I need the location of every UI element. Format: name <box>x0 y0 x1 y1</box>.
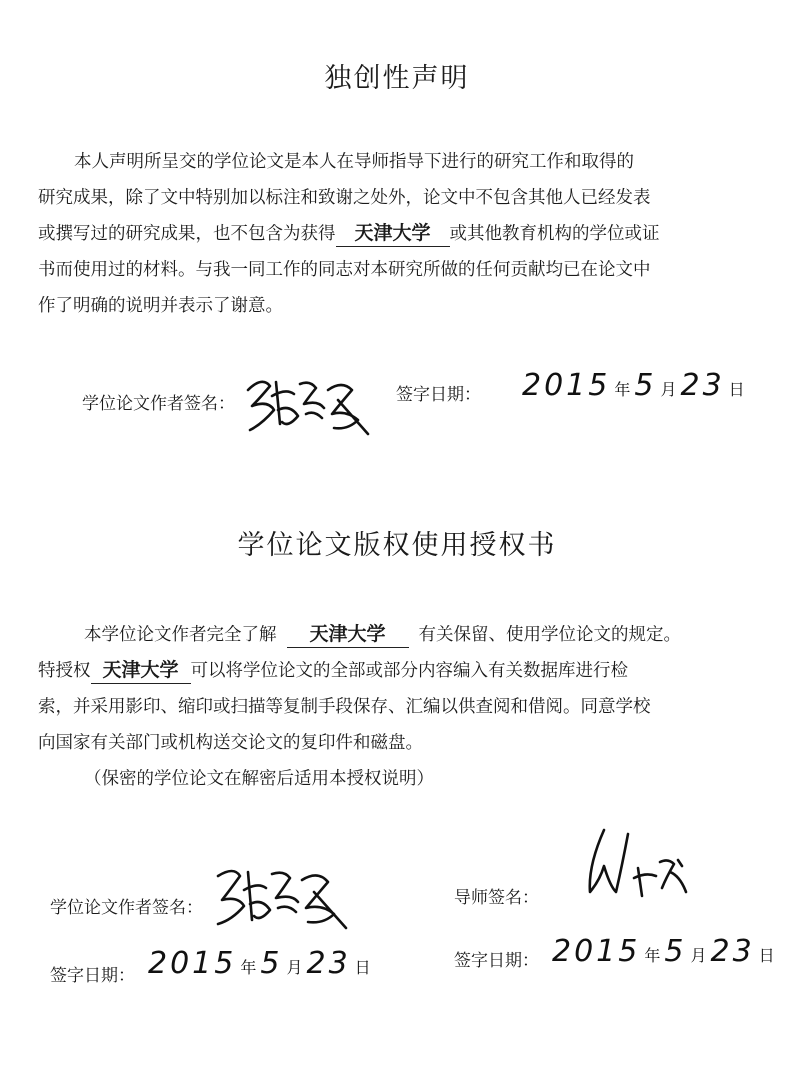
advisor-date <box>552 934 779 969</box>
author-date-year-unit: 年 <box>240 958 257 977</box>
declaration-line-4: 书而使用过的材料。与我一同工作的同志对本研究所做的任何贡献均已在论文中 <box>38 260 651 280</box>
authorization-author-signature-label: 学位论文作者签名： <box>50 898 203 918</box>
authorization-note: （保密的学位论文在解密后适用本授权说明） <box>84 769 434 789</box>
authorization-line-2-post: 可以将学位论文的全部或部分内容编入有关数据库进行检 <box>190 661 628 681</box>
authorization-line-1-pre: 本学位论文作者完全了解 <box>84 625 277 645</box>
author-date-month-unit: 月 <box>286 958 303 977</box>
declaration-line-3-post: 或其他教育机构的学位或证 <box>449 224 660 244</box>
author-date-month: 5 <box>260 946 283 981</box>
advisor-date-day: 23 <box>710 934 755 969</box>
author-date-year: 2015 <box>148 946 237 981</box>
advisor-date-year-unit: 年 <box>644 946 661 965</box>
authorization-title: 学位论文版权使用授权书 <box>237 530 557 561</box>
declaration-author-signature-label: 学位论文作者签名： <box>82 394 235 414</box>
declaration-line-3 <box>38 216 738 252</box>
university-fill-2: 天津大学 <box>287 621 409 648</box>
advisor-date-year: 2015 <box>552 934 641 969</box>
declaration-date-day: 23 <box>680 368 725 403</box>
declaration-line-1: 本人声明所呈交的学位论文是本人在导师指导下进行的研究工作和取得的 <box>74 152 634 172</box>
authorization-line-4: 向国家有关部门或机构送交论文的复印件和磁盘。 <box>38 733 423 753</box>
authorization-line-2 <box>38 653 738 689</box>
declaration-date-label: 签字日期： <box>396 385 481 405</box>
declaration-date <box>522 368 749 403</box>
declaration-date-year: 2015 <box>522 368 611 403</box>
advisor-date-label: 签字日期： <box>454 951 539 971</box>
authorization-paragraph <box>38 617 738 797</box>
authorization-line-1 <box>38 617 738 653</box>
author-date-day: 23 <box>306 946 351 981</box>
authorization-line-1-post: 有关保留、使用学位论文的规定。 <box>418 625 681 645</box>
declaration-paragraph <box>38 144 738 324</box>
authorization-author-date <box>148 946 375 981</box>
advisor-date-month: 5 <box>664 934 687 969</box>
authorization-line-2-pre: 特授权 <box>38 661 91 681</box>
advisor-date-day-unit: 日 <box>758 946 775 965</box>
declaration-date-month-unit: 月 <box>660 380 677 399</box>
declaration-author-signature <box>238 370 378 436</box>
authorization-author-signature <box>206 862 356 932</box>
declaration-date-month: 5 <box>634 368 657 403</box>
university-fill-3: 天津大学 <box>91 657 191 684</box>
declaration-line-3-pre: 或撰写过的研究成果，也不包含为获得 <box>38 224 336 244</box>
advisor-signature-label: 导师签名： <box>454 888 539 908</box>
declaration-title: 独创性声明 <box>324 63 470 94</box>
author-date-day-unit: 日 <box>354 958 371 977</box>
university-fill-1: 天津大学 <box>336 220 450 247</box>
advisor-signature <box>570 826 700 906</box>
declaration-date-day-unit: 日 <box>728 380 745 399</box>
authorization-author-date-label: 签字日期： <box>50 966 135 986</box>
advisor-date-month-unit: 月 <box>690 946 707 965</box>
declaration-line-2: 研究成果，除了文中特别加以标注和致谢之处外，论文中不包含其他人已经发表 <box>38 188 651 208</box>
declaration-line-5: 作了明确的说明并表示了谢意。 <box>38 296 283 316</box>
declaration-date-year-unit: 年 <box>614 380 631 399</box>
authorization-line-3: 索，并采用影印、缩印或扫描等复制手段保存、汇编以供查阅和借阅。同意学校 <box>38 697 651 717</box>
